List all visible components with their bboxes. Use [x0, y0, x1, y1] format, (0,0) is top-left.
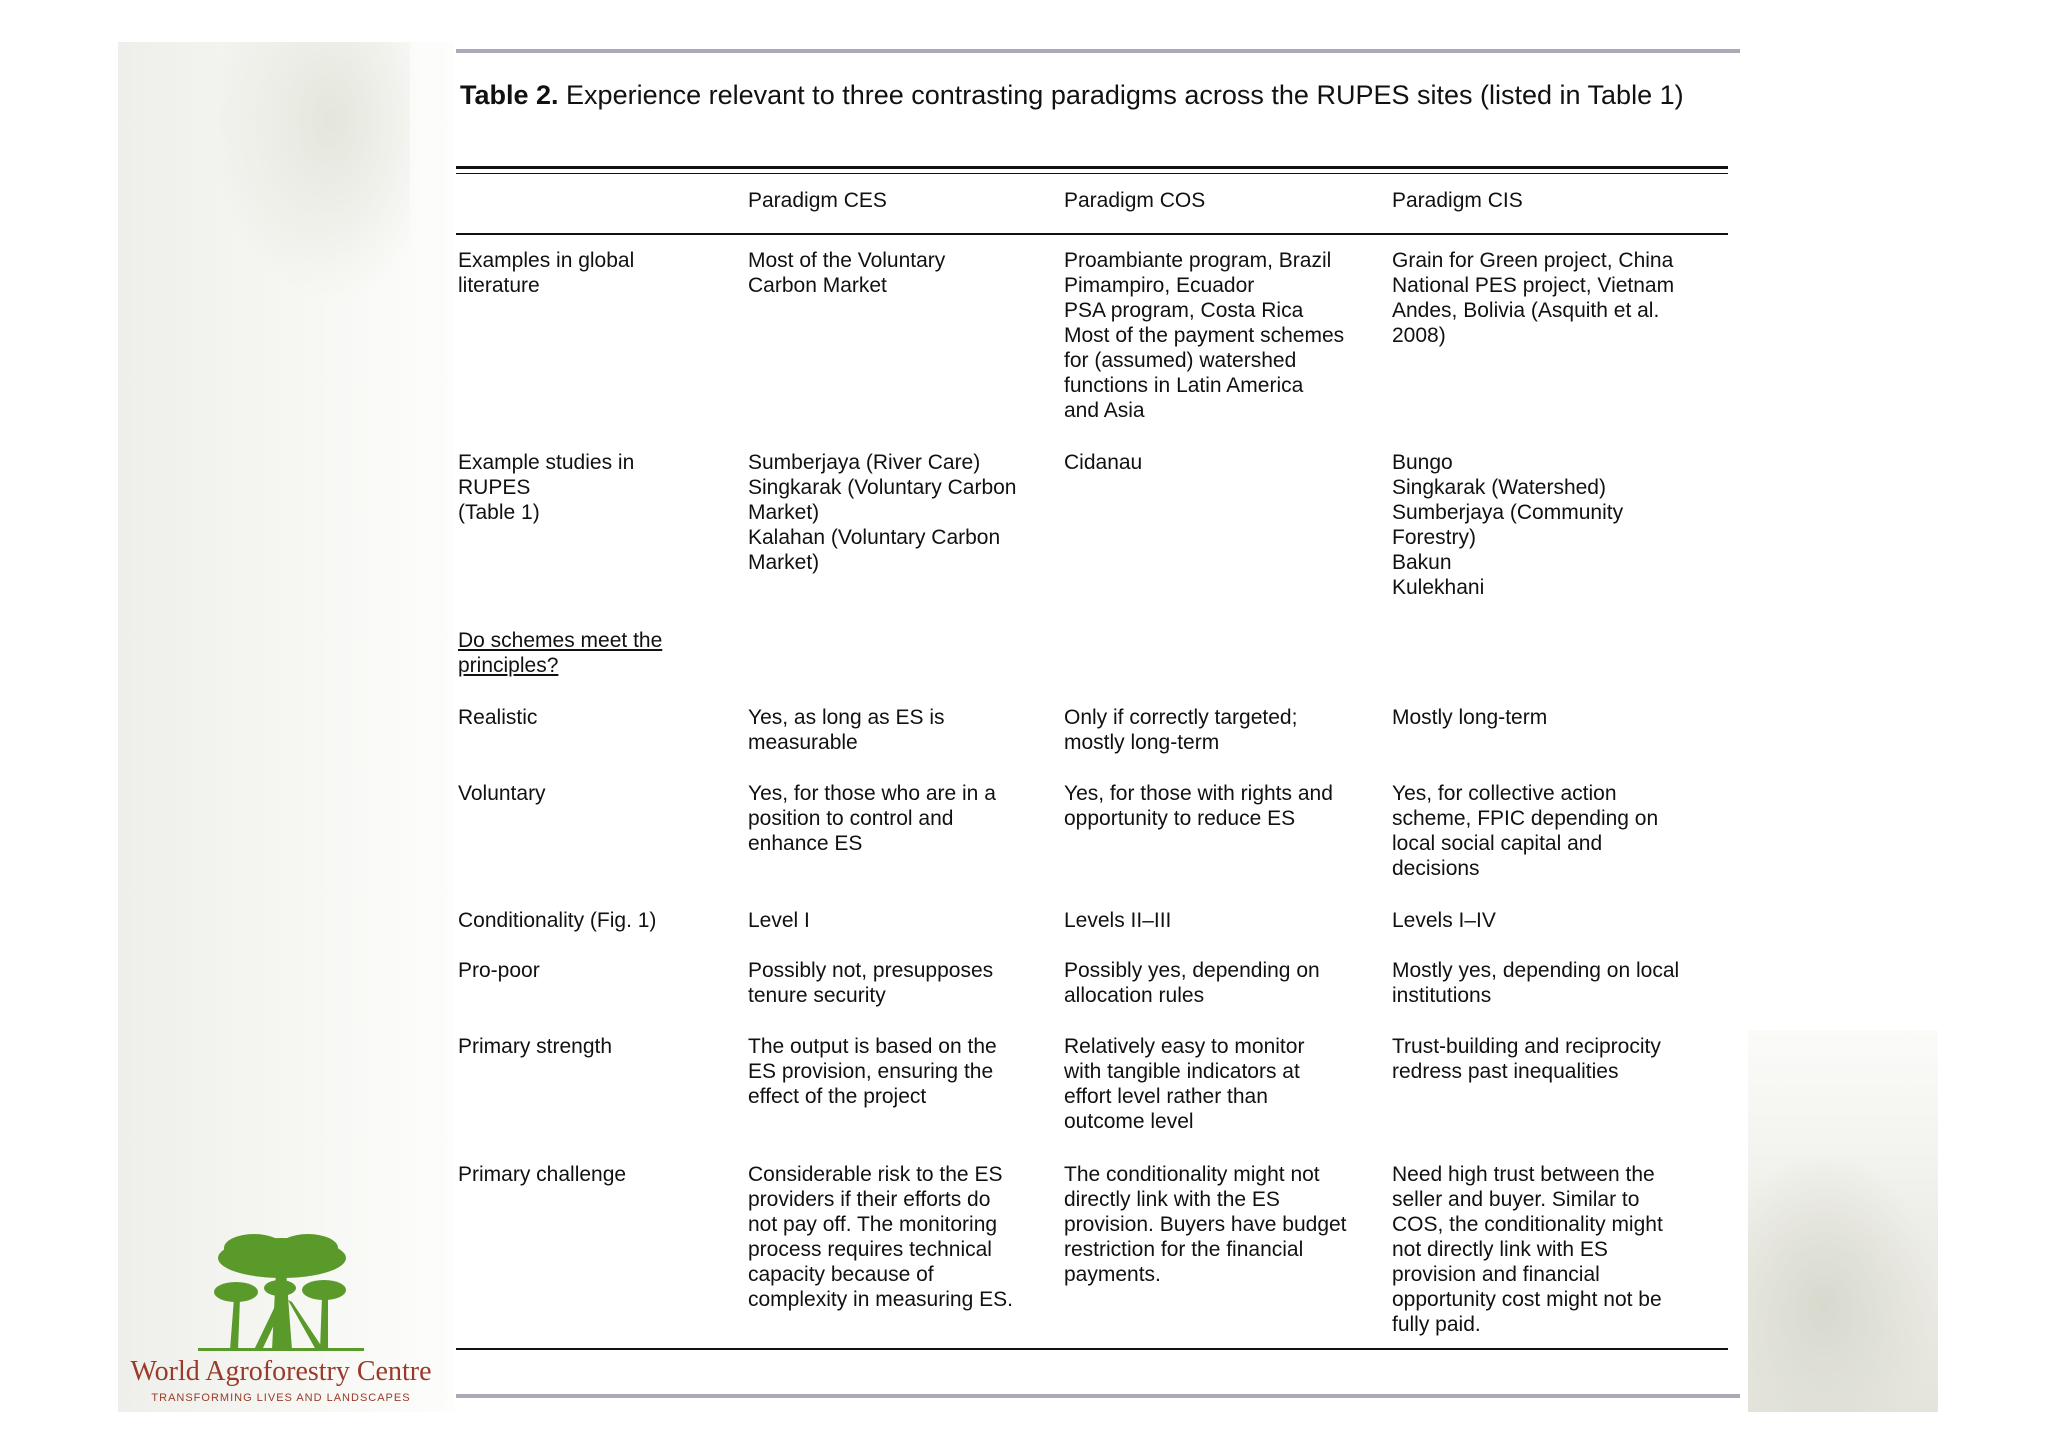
cell-primary-challenge-cis: Need high trust between the seller and buyer. Similar to COS, the conditionality might not directly link with ES provision and financial opportunity cost might not be fully paid. [1392, 1163, 1663, 1336]
caption-label: Table 2. [460, 80, 559, 110]
caption-text: Experience relevant to three contrasting paradigms across the RUPES sites (listed in Table 1) [558, 80, 1684, 110]
cell-realistic-cos: Only if correctly targeted; mostly long-term [1064, 706, 1298, 754]
table-bottom-rule [456, 1348, 1728, 1350]
cell-voluntary-cis: Yes, for collective action scheme, FPIC depending on local social capital and decisions [1392, 782, 1659, 880]
row-label-primary-strength: Primary strength [458, 1035, 613, 1058]
table-top-rule [456, 166, 1728, 169]
cell-primary-strength-cis: Trust-building and reciprocity redress past inequalities [1392, 1035, 1661, 1083]
cell-voluntary-ces: Yes, for those who are in a position to control and enhance ES [748, 782, 996, 855]
cell-conditionality-cis: Levels I–IV [1392, 909, 1496, 932]
cell-example-studies-cos: Cidanau [1064, 451, 1143, 474]
row-label-realistic: Realistic [458, 706, 538, 729]
cell-primary-challenge-cos: The conditionality might not directly link with the ES provision. Buyers have budget restriction for the financial payments. [1064, 1163, 1347, 1286]
cell-examples-global-ces: Most of the Voluntary Carbon Market [748, 249, 946, 297]
header-paradigm-ces: Paradigm CES [748, 189, 887, 212]
background-right-spot [1748, 1150, 1938, 1412]
header-paradigm-cos: Paradigm COS [1064, 189, 1206, 212]
slide-top-line [456, 49, 1740, 53]
slide-bottom-line [456, 1394, 1740, 1398]
row-label-primary-challenge: Primary challenge [458, 1163, 627, 1186]
cell-pro-poor-ces: Possibly not, presupposes tenure security [748, 959, 994, 1007]
cell-primary-challenge-ces: Considerable risk to the ES providers if their efforts do not pay off. The monitoring process requires technical capacity because of complexity in measuring ES. [748, 1163, 1013, 1311]
cell-pro-poor-cis: Mostly yes, depending on local institutions [1392, 959, 1680, 1007]
header-paradigm-cis: Paradigm CIS [1392, 189, 1523, 212]
table-top-rule-thin [456, 173, 1728, 174]
cell-primary-strength-cos: Relatively easy to monitor with tangible indicators at effort level rather than outcome level [1064, 1035, 1305, 1133]
cell-example-studies-cis: Bungo Singkarak (Watershed) Sumberjaya (Community Forestry) Bakun Kulekhani [1392, 451, 1624, 599]
cell-conditionality-ces: Level I [748, 909, 810, 932]
background-left-spot [210, 42, 410, 302]
cell-realistic-cis: Mostly long-term [1392, 706, 1548, 729]
tree-icon [196, 1230, 366, 1360]
row-label-voluntary: Voluntary [458, 782, 546, 805]
table-caption [460, 80, 1750, 111]
row-label-example-studies: Example studies in RUPES (Table 1) [458, 451, 635, 524]
cell-voluntary-cos: Yes, for those with rights and opportunity to reduce ES [1064, 782, 1333, 830]
row-label-examples-global: Examples in global literature [458, 249, 635, 297]
cell-realistic-ces: Yes, as long as ES is measurable [748, 706, 945, 754]
cell-primary-strength-ces: The output is based on the ES provision, ensuring the effect of the project [748, 1035, 997, 1108]
logo-tagline: TRANSFORMING LIVES AND LANDSCAPES [151, 1392, 411, 1404]
cell-examples-global-cos: Proambiante program, Brazil Pimampiro, Ecuador PSA program, Costa Rica Most of the payment schemes for (assumed) watershed functions in Latin America and Asia [1064, 249, 1345, 422]
section-label-principles: Do schemes meet the principles? [458, 629, 663, 677]
logo-name: World Agroforestry Centre [130, 1356, 432, 1387]
row-label-conditionality: Conditionality (Fig. 1) [458, 909, 657, 932]
cell-conditionality-cos: Levels II–III [1064, 909, 1172, 932]
cell-example-studies-ces: Sumberjaya (River Care) Singkarak (Voluntary Carbon Market) Kalahan (Voluntary Carbon Market) [748, 451, 1017, 574]
cell-examples-global-cis: Grain for Green project, China National PES project, Vietnam Andes, Bolivia (Asquith et al. 2008) [1392, 249, 1675, 347]
cell-pro-poor-cos: Possibly yes, depending on allocation rules [1064, 959, 1320, 1007]
header-rule [456, 233, 1728, 235]
world-agroforestry-logo [116, 1230, 446, 1410]
row-label-pro-poor: Pro-poor [458, 959, 540, 982]
